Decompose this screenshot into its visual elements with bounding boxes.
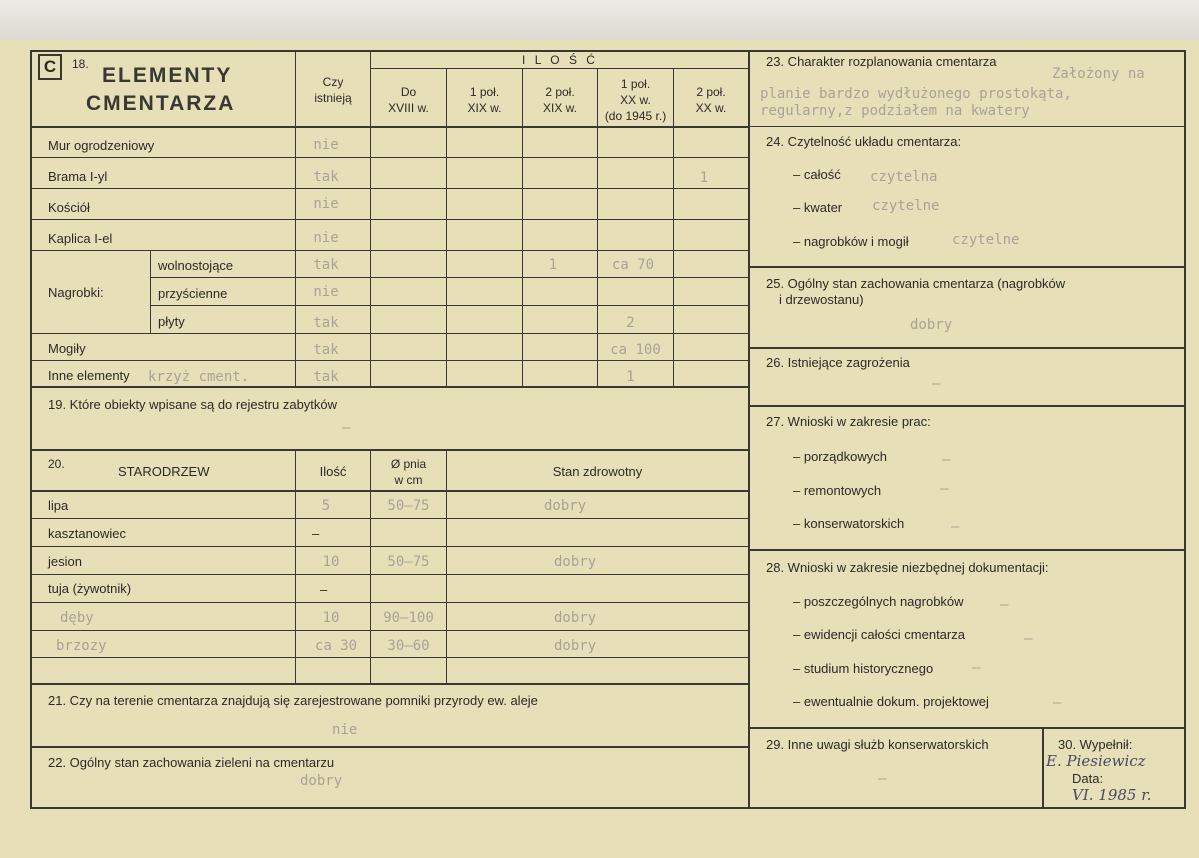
tree-name-typed: dęby xyxy=(60,610,94,626)
section-28-item-label: – ewidencji całości cmentarza xyxy=(793,627,965,642)
section-25-value: dobry xyxy=(910,317,953,333)
tree-count: ca 30 xyxy=(314,638,358,654)
section-25-label-line1: 25. Ogólny stan zachowania cmentarza (nagrobków xyxy=(766,276,1066,291)
date-label: Data: xyxy=(1072,771,1104,786)
col-header-count: Ilość xyxy=(319,464,347,479)
section-24-label: 24. Czytelność układu cmentarza: xyxy=(766,134,962,149)
section-27-item-value: – xyxy=(942,452,951,468)
section-28-item-value: – xyxy=(1053,695,1062,711)
tree-name: kasztanowiec xyxy=(48,526,127,541)
tree-health: dobry xyxy=(554,610,597,626)
row-label: Mogiły xyxy=(48,341,86,356)
row-label: Brama I-yl xyxy=(48,169,108,184)
section-letter-box: C xyxy=(38,54,62,80)
cell-exists: tak xyxy=(313,342,339,358)
section-21-value: nie xyxy=(332,722,358,738)
section-28-item-value: – xyxy=(972,660,981,676)
col-header-period: 1 poł. XIX w. xyxy=(467,85,502,115)
tree-diameter: 90–100 xyxy=(383,610,434,626)
tree-name: lipa xyxy=(48,498,69,513)
tree-name: jesion xyxy=(48,554,82,569)
row-label: Kościół xyxy=(48,200,90,215)
cell-exists: tak xyxy=(313,169,339,185)
row-label-typed-extra: krzyż cment. xyxy=(148,369,250,385)
section-18-number: 18. xyxy=(72,57,89,71)
section-30-label: 30. Wypełnił: xyxy=(1058,737,1133,752)
section-18-title-line2: CMENTARZA xyxy=(86,92,236,115)
tree-name: tuja (żywotnik) xyxy=(48,581,132,596)
cell-quantity: 1 xyxy=(626,369,635,385)
section-27-item-value: – xyxy=(951,519,960,535)
col-header-period: 1 poł. XX w. (do 1945 r.) xyxy=(604,77,667,123)
section-29-value: – xyxy=(878,771,887,787)
tree-diameter: 50–75 xyxy=(387,498,430,514)
tree-count: 5 xyxy=(321,498,331,514)
section-26-value: – xyxy=(932,376,941,392)
filled-by-signature: E. Piesiewicz xyxy=(1046,752,1146,770)
section-28-item-value: – xyxy=(1024,631,1033,647)
section-19-value: – xyxy=(342,420,351,436)
tree-diameter: 30–60 xyxy=(387,638,430,654)
section-28-label: 28. Wnioski w zakresie niezbędnej dokumentacji: xyxy=(766,560,1049,575)
section-28-item-label: – ewentualnie dokum. projektowej xyxy=(793,694,989,709)
cell-exists: nie xyxy=(313,137,339,153)
cell-quantity: 1 xyxy=(548,257,558,273)
section-27-item-label: – konserwatorskich xyxy=(793,516,905,531)
section-18-title-line1: ELEMENTY xyxy=(102,64,233,87)
cell-exists: tak xyxy=(313,315,339,331)
tree-count: – xyxy=(320,582,328,597)
nagrobki-label: Nagrobki: xyxy=(48,285,104,300)
cell-quantity: 2 xyxy=(626,315,635,331)
row-label: Inne elementy xyxy=(48,368,130,383)
section-24-item-label: – nagrobków i mogił xyxy=(793,234,909,249)
tree-health: dobry xyxy=(554,554,597,570)
cell-quantity: ca 70 xyxy=(611,257,655,273)
section-20-number: 20. xyxy=(48,457,65,471)
section-20-title: STARODRZEW xyxy=(118,464,210,479)
tree-count: 10 xyxy=(322,610,340,626)
tree-health: dobry xyxy=(554,638,597,654)
paper-edge-strip xyxy=(0,0,1199,40)
section-29-label: 29. Inne uwagi służb konserwatorskich xyxy=(766,737,989,752)
section-27-item-label: – remontowych xyxy=(793,483,882,498)
section-28-item-label: – studium historycznego xyxy=(793,661,934,676)
section-24-item-label: – całość xyxy=(793,167,841,182)
tree-count: 10 xyxy=(322,554,340,570)
col-header-quantity: I L O Ś Ć xyxy=(522,53,598,67)
tree-diameter: 50–75 xyxy=(387,554,430,570)
section-28-item-value: – xyxy=(1000,597,1009,613)
row-label: wolnostojące xyxy=(158,258,234,273)
col-header-period: Do XVIII w. xyxy=(388,85,429,115)
section-21-label: 21. Czy na terenie cmentarza znajdują się zarejestrowane pomniki przyrody ew. aleje xyxy=(48,693,538,708)
section-24-item-value: czytelne xyxy=(952,232,1020,248)
section-23-label: 23. Charakter rozplanowania cmentarza xyxy=(766,54,997,69)
tree-name-typed: brzozy xyxy=(56,638,107,654)
col-header-diameter: Ø pnia w cm xyxy=(390,457,427,487)
section-23-value-line2: planie bardzo wydłużonego prostokąta, xyxy=(760,86,1072,102)
row-label: płyty xyxy=(158,314,185,329)
section-24-item-label: – kwater xyxy=(793,200,843,215)
section-27-item-label: – porządkowych xyxy=(793,449,887,464)
col-header-health: Stan zdrowotny xyxy=(552,464,643,479)
tree-health: dobry xyxy=(544,498,587,514)
section-28-item-label: – poszczególnych nagrobków xyxy=(793,594,964,609)
cell-exists: tak xyxy=(313,257,339,273)
row-label: Kaplica I-el xyxy=(48,231,113,246)
section-27-item-value: – xyxy=(940,481,949,497)
cell-quantity: ca 100 xyxy=(610,342,661,358)
row-label: przyścienne xyxy=(158,286,228,301)
cell-exists: nie xyxy=(313,230,339,246)
section-24-item-value: czytelna xyxy=(870,169,938,185)
section-22-value: dobry xyxy=(300,773,343,789)
section-23-value-line1: Założony na xyxy=(1052,66,1145,82)
cell-exists: nie xyxy=(313,284,339,300)
cell-quantity: 1 xyxy=(699,170,709,186)
col-header-period: 2 poł. XIX w. xyxy=(542,85,577,115)
section-24-item-value: czytelne xyxy=(872,198,940,214)
col-header-exists: Czy istnieją xyxy=(314,75,352,105)
section-19-label: 19. Które obiekty wpisane są do rejestru zabytków xyxy=(48,397,338,412)
section-27-label: 27. Wnioski w zakresie prac: xyxy=(766,414,931,429)
col-header-period: 2 poł. XX w. xyxy=(695,85,727,115)
section-26-label: 26. Istniejące zagrożenia xyxy=(766,355,910,370)
section-22-label: 22. Ogólny stan zachowania zieleni na cmentarzu xyxy=(48,755,335,770)
cell-exists: tak xyxy=(313,369,339,385)
date-value: VI. 1985 r. xyxy=(1072,786,1152,804)
section-23-value-line3: regularny,z podziałem na kwatery xyxy=(760,103,1030,119)
tree-count: – xyxy=(312,526,320,541)
row-label: Mur ogrodzeniowy xyxy=(48,138,155,153)
cell-exists: nie xyxy=(313,196,339,212)
section-25-label-line2: i drzewostanu) xyxy=(779,292,864,307)
